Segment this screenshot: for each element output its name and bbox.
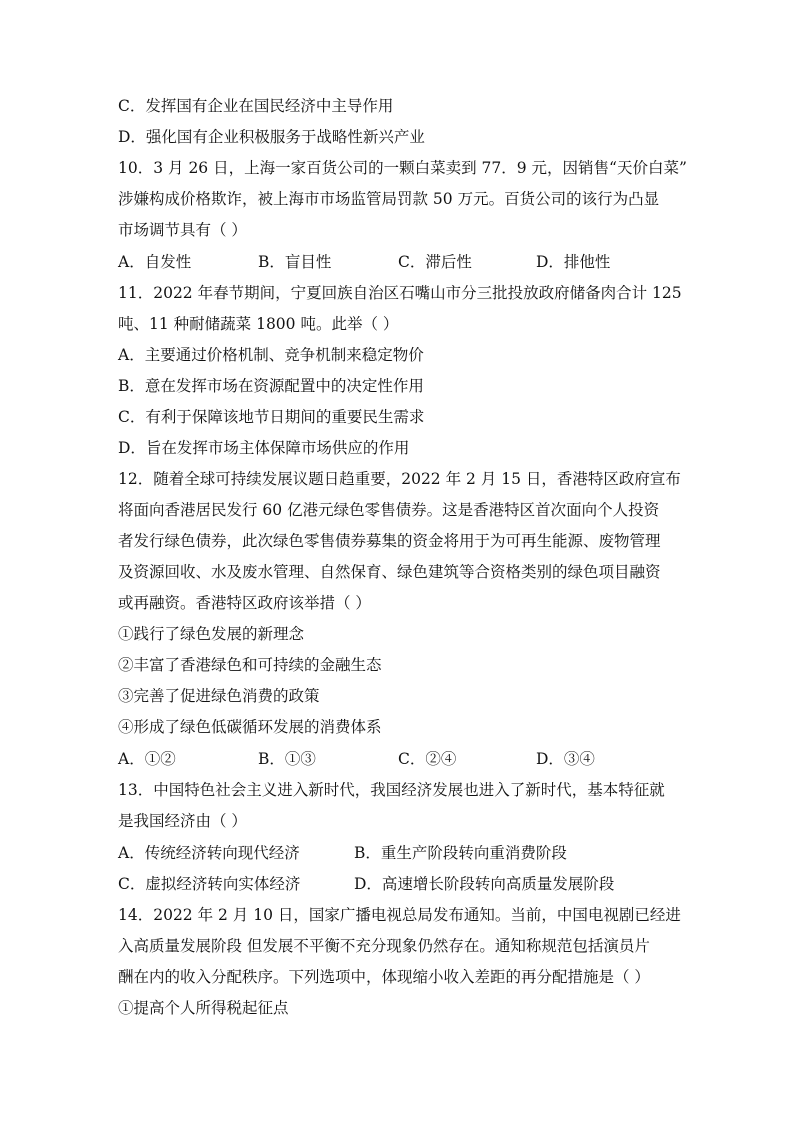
q13-option-c: C．虚拟经济转向实体经济 [118,875,301,893]
q10-stem-line-2: 涉嫌构成价格欺诈，被上海市市场监管局罚款 50 万元。百货公司的该行为凸显 [118,190,660,208]
q12-item-4: ④形成了绿色低碳循环发展的消费体系 [118,718,382,736]
q9-option-c: C．发挥国有企业在国民经济中主导作用 [118,97,394,115]
q10-option-c: C．滞后性 [398,253,472,271]
q11-stem-line-2: 吨、11 种耐储蔬菜 1800 吨。此举（ ） [118,315,399,333]
q11-option-b: B．意在发挥市场在资源配置中的决定性作用 [118,377,424,395]
q12-stem-line-1: 12．随着全球可持续发展议题日趋重要，2022 年 2 月 15 日，香港特区政府宣布 [118,470,681,488]
q14-stem-line-3: 酬在内的收入分配秩序。下列选项中，体现缩小收入差距的再分配措施是（ ） [118,968,650,986]
q12-stem-line-5: 或再融资。香港特区政府该举措（ ） [118,594,371,612]
q14-stem-line-2: 入高质量发展阶段 但发展不平衡不充分现象仍然存在。通知称规范包括演员片 [118,937,650,955]
q11-option-c: C．有利于保障该地节日期间的重要民生需求 [118,408,425,426]
q12-option-d: D．③④ [536,750,595,768]
q9-option-d: D．强化国有企业积极服务于战略性新兴产业 [118,128,425,146]
q12-option-b: B．①③ [258,750,316,768]
q13-option-d: D．高速增长阶段转向高质量发展阶段 [354,875,615,893]
q12-stem-line-3: 者发行绿色债券，此次绿色零售债券募集的资金将用于为可再生能源、废物管理 [118,532,661,550]
q14-stem-line-1: 14．2022 年 2 月 10 日，国家广播电视总局发布通知。当前，中国电视剧已经进 [118,906,681,924]
q13-option-a: A．传统经济转向现代经济 [118,844,300,862]
q14-item-1: ①提高个人所得税起征点 [118,999,289,1017]
q12-item-3: ③完善了促进绿色消费的政策 [118,687,320,705]
q11-option-a: A．主要通过价格机制、竞争机制来稳定物价 [118,346,424,364]
q10-option-b: B．盲目性 [258,253,332,271]
q10-option-d: D．排他性 [536,253,611,271]
q12-stem-line-4: 及资源回收、水及废水管理、自然保育、绿色建筑等合资格类别的绿色项目融资 [118,563,661,581]
q10-stem-line-3: 市场调节具有（ ） [118,221,247,239]
q10-stem-line-1: 10．3 月 26 日，上海一家百货公司的一颗白菜卖到 77．9 元，因销售“天价白菜” [118,159,687,177]
q11-option-d: D．旨在发挥市场主体保障市场供应的作用 [118,439,410,457]
q12-item-1: ①践行了绿色发展的新理念 [118,625,305,643]
q12-option-a: A．①② [118,750,176,768]
q12-option-c: C．②④ [398,750,457,768]
q13-option-b: B．重生产阶段转向重消费阶段 [354,844,567,862]
q13-stem-line-2: 是我国经济由（ ） [118,812,247,830]
q10-option-a: A．自发性 [118,253,192,271]
q13-stem-line-1: 13．中国特色社会主义进入新时代，我国经济发展也进入了新时代，基本特征就 [118,781,665,799]
q12-item-2: ②丰富了香港绿色和可持续的金融生态 [118,656,382,674]
q12-stem-line-2: 将面向香港居民发行 60 亿港元绿色零售债券。这是香港特区首次面向个人投资 [118,501,660,519]
q11-stem-line-1: 11．2022 年春节期间，宁夏回族自治区石嘴山市分三批投放政府储备肉合计 125 [118,284,682,302]
